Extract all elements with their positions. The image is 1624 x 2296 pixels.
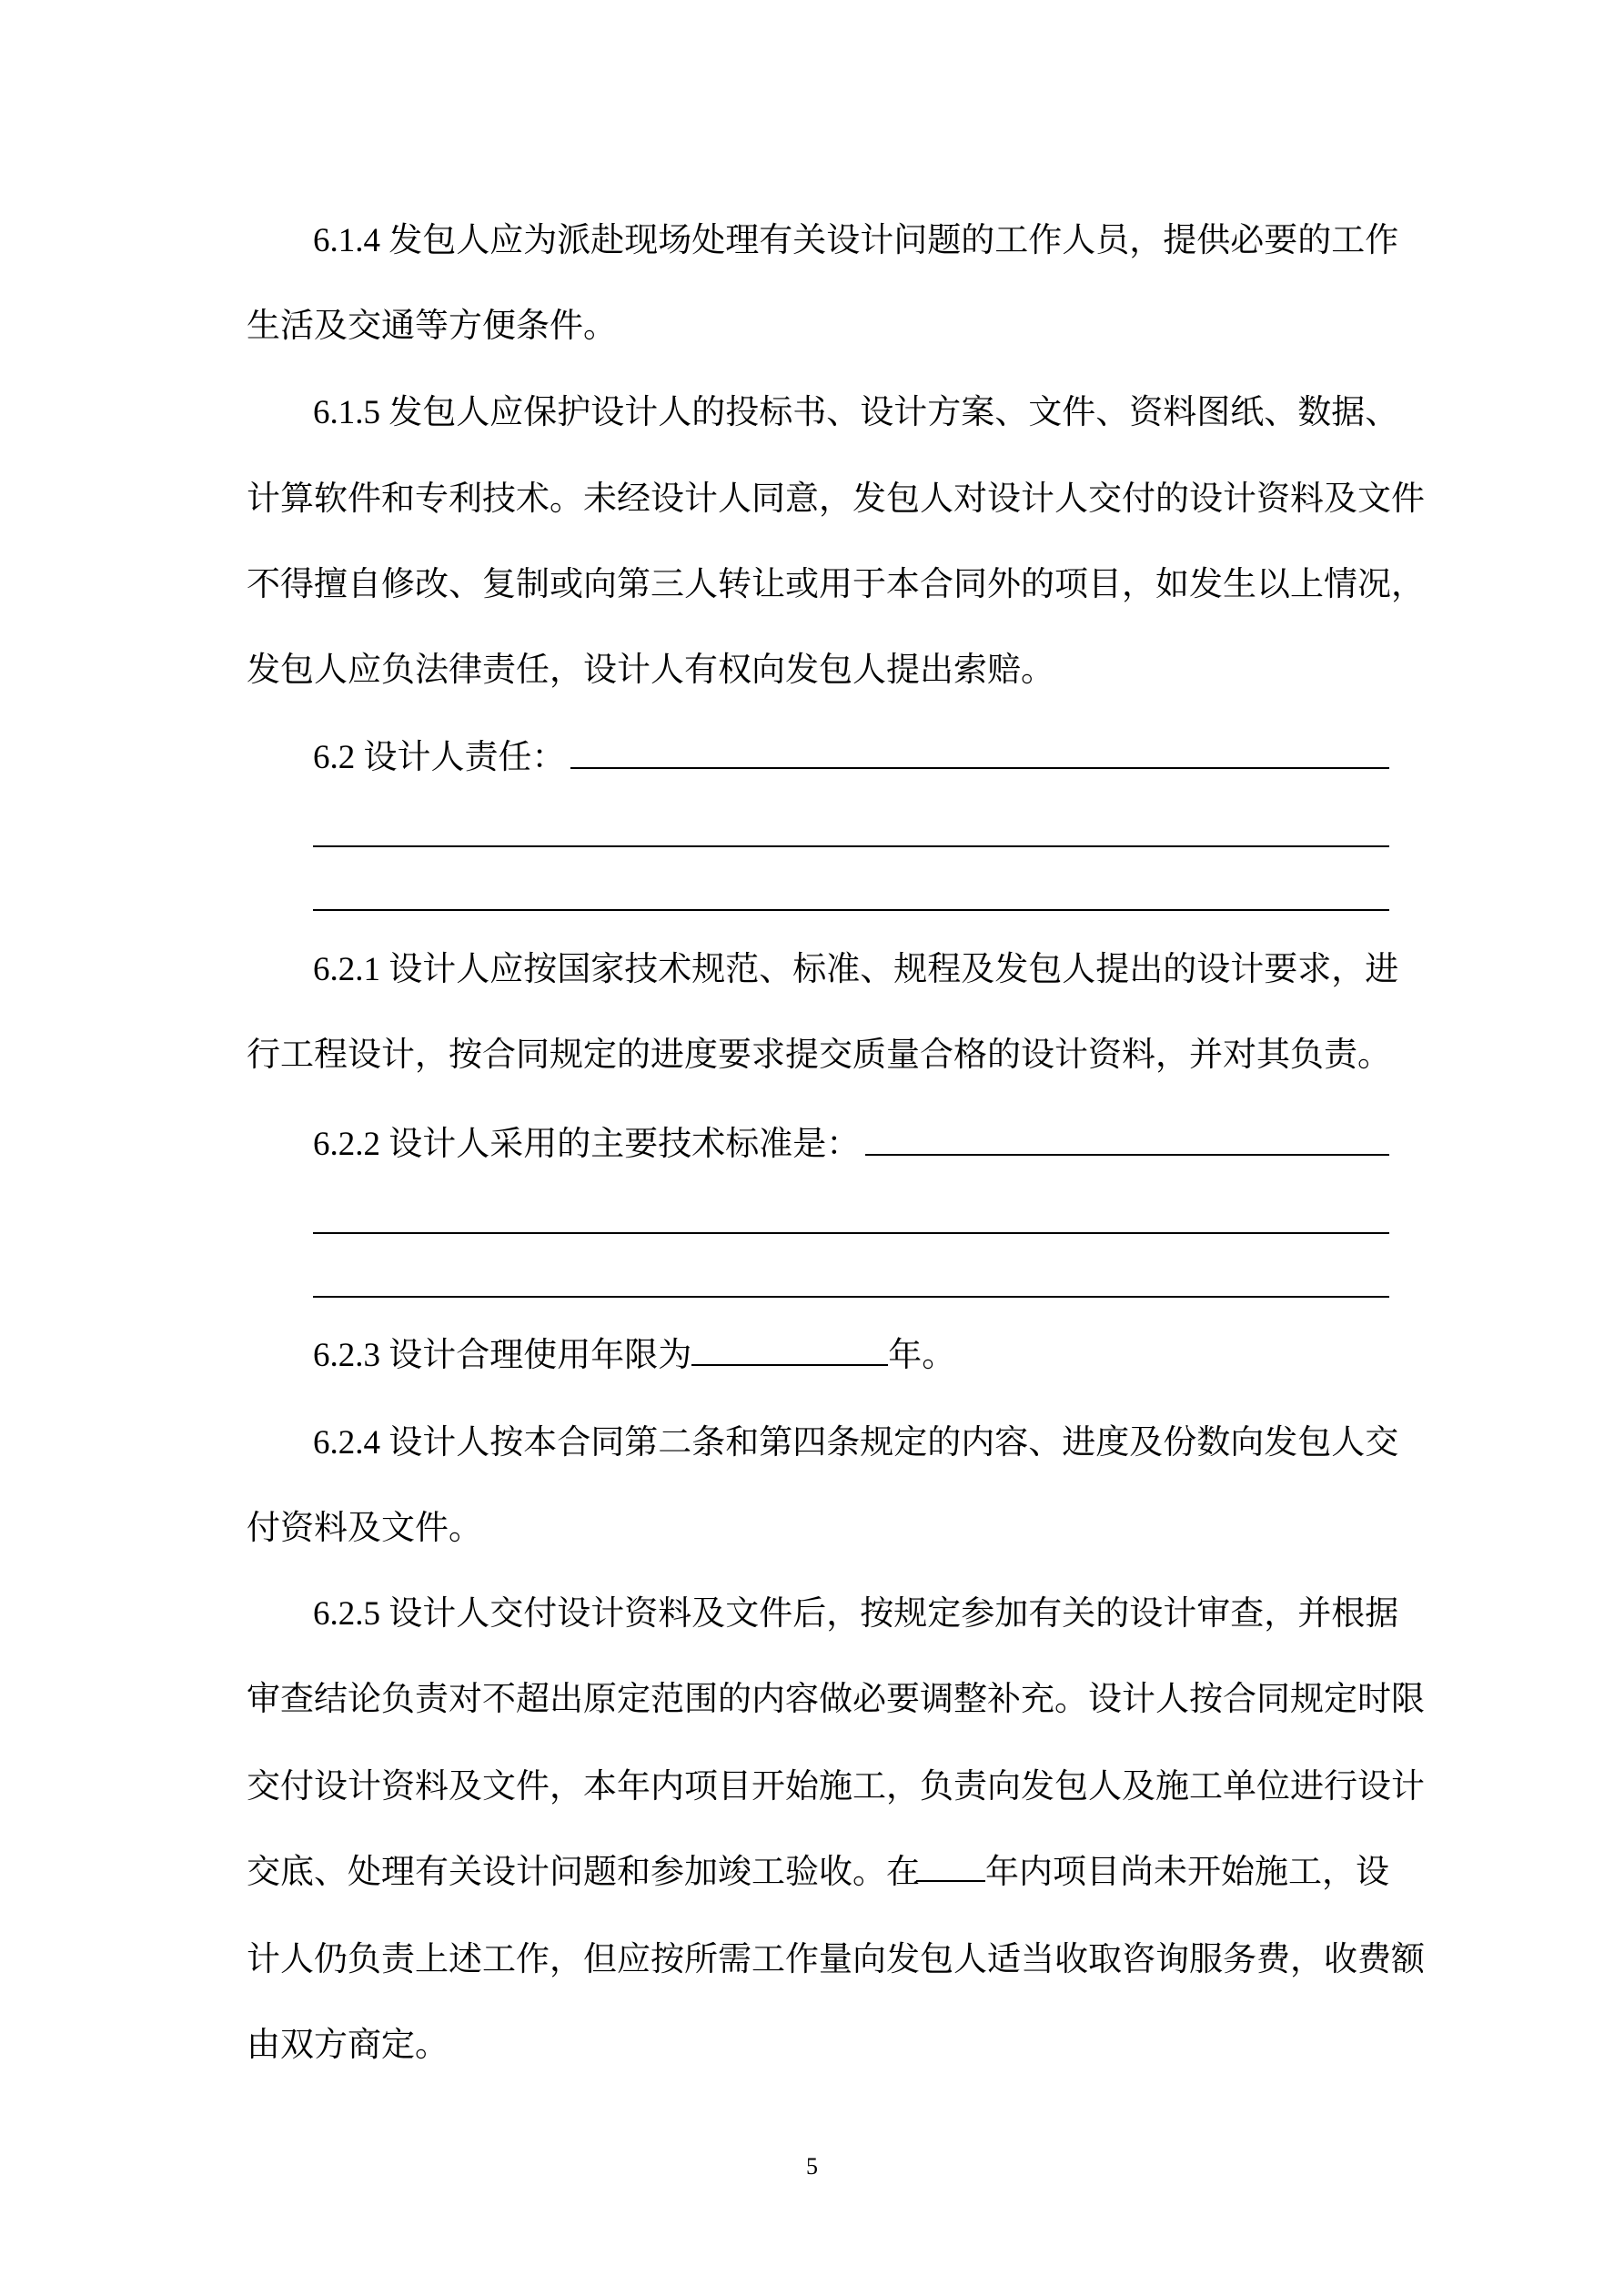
clause-6-1-5-line-1: 6.1.5 发包人应保护设计人的投标书、设计方案、文件、资料图纸、数据、	[313, 394, 1399, 431]
clause-6-2-4-line-1: 6.2.4 设计人按本合同第二条和第四条规定的内容、进度及份数向发包人交	[313, 1424, 1399, 1462]
fill-in-line	[570, 767, 1389, 769]
clause-6-2-5-line-6: 由双方商定。	[247, 2027, 449, 2064]
fill-in-line	[313, 1232, 1389, 1234]
clause-6-2-5-line-2: 审查结论负责对不超出原定范围的内容做必要调整补充。设计人按合同规定时限	[247, 1681, 1425, 1718]
clause-6-2-3-suffix: 年。	[888, 1337, 956, 1374]
fill-in-line	[313, 1296, 1389, 1298]
clause-6-2-5-text-a: 交底、处理有关设计问题和参加竣工验收。在	[247, 1854, 920, 1891]
clause-6-2-4-line-2: 付资料及文件。	[247, 1510, 482, 1547]
clause-6-1-5-line-4: 发包人应负法律责任，设计人有权向发包人提出索赔。	[247, 652, 1054, 689]
clause-6-2-3	[313, 1336, 1389, 1376]
years-blank	[916, 1853, 985, 1882]
clause-6-2-1-line-2: 行工程设计，按合同规定的进度要求提交质量合格的设计资料，并对其负责。	[247, 1037, 1391, 1074]
clause-6-2-5-line-3: 交付设计资料及文件，本年内项目开始施工，负责向发包人及施工单位进行设计	[247, 1768, 1425, 1805]
fill-in-line	[865, 1154, 1389, 1156]
clause-6-2-heading: 6.2 设计人责任：	[313, 739, 566, 776]
fill-in-line	[313, 909, 1389, 911]
clause-6-2-5-line-4	[247, 1853, 1389, 1893]
years-blank	[691, 1337, 888, 1366]
clause-6-1-4-line-1: 6.1.4 发包人应为派赴现场处理有关设计问题的工作人员，提供必要的工作	[313, 222, 1399, 259]
clause-6-2-5-line-5: 计人仍负责上述工作，但应按所需工作量向发包人适当收取咨询服务费，收费额	[247, 1941, 1425, 1978]
clause-6-2-1-line-1: 6.2.1 设计人应按国家技术规范、标准、规程及发包人提出的设计要求，进	[313, 951, 1399, 988]
clause-6-1-5-line-3: 不得擅自修改、复制或向第三人转让或用于本合同外的项目，如发生以上情况，	[247, 566, 1425, 603]
clause-6-2-5-text-b: 年内项目尚未开始施工，设	[985, 1854, 1389, 1891]
clause-6-2-5-line-1: 6.2.5 设计人交付设计资料及文件后，按规定参加有关的设计审查，并根据	[313, 1595, 1399, 1633]
clause-6-1-4-line-2: 生活及交通等方便条件。	[247, 308, 617, 345]
page-number: 5	[806, 2153, 818, 2180]
fill-in-line	[313, 845, 1389, 847]
clause-6-2-3-text: 6.2.3 设计合理使用年限为	[313, 1337, 692, 1374]
clause-6-2-2-heading: 6.2.2 设计人采用的主要技术标准是：	[313, 1126, 861, 1163]
clause-6-1-5-line-2: 计算软件和专利技术。未经设计人同意，发包人对设计人交付的设计资料及文件	[247, 480, 1425, 518]
